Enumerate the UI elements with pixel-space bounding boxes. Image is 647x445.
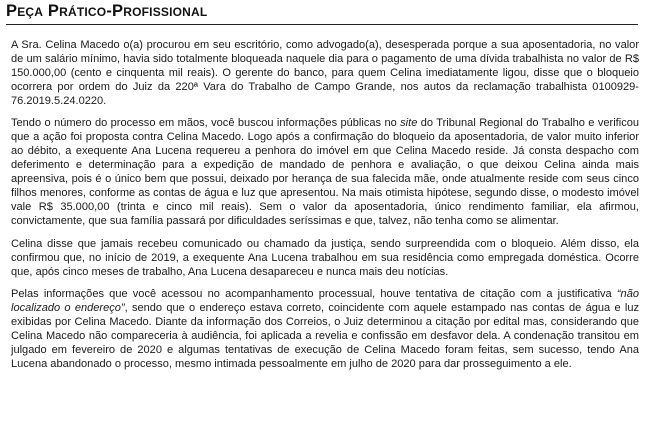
paragraph-2	[11, 116, 639, 228]
paragraph-4-part-b: , sendo que o endereço estava correto, coincidente com aquele estampado nas contas de água e luz exibidas por Celina Macedo. Diante da informação dos Correios, o Juiz determinou a citação por edital mas, considerando que Celina Macedo não compareceria à audiência, foi aplicada a revelia e confissão em desfavor dela. A condenação transitou em julgado em fevereiro de 2020 e algumas tentativas de execução de Celina Macedo foram feitas, sem sucesso, tendo Ana Lucena abandonado o processo, mesmo intimada pessoalmente em julho de 2020 para dar prosseguimento a ele.	[11, 301, 639, 370]
paragraph-2-part-b: do Tribunal Regional do Trabalho e verificou que a ação foi proposta contra Celina Macedo. Logo após a confirmação do bloqueio da aposentadoria, de valor muito inferior ao débito, a exequente Ana Lucena requereu a penhora do imóvel em que Celina Macedo reside. Já consta despacho com deferimento e determinação para a expedição de mandado de penhora e avaliação, o que deixou Celina ainda mais apreensiva, pois é o único bem que possui, deixado por herança de sua falecida mãe, onde atualmente reside com seus cinco filhos menores, conforme as contas de água e luz que apresentou. Na mais otimista hipótese, segundo disse, o modesto imóvel vale R$ 35.000,00 (trinta e cinco mil reais). Sem o valor da aposentadoria, único rendimento familiar, ela afirmou, convictamente, que sua família passará por dificuldades seríssimas e que, talvez, não tenha como se alimentar.	[11, 117, 640, 228]
page-title: Peça Prático-Profissional	[6, 2, 208, 20]
paragraph-4-part-a: Pelas informações que você acessou no acompanhamento processual, houve tentativa de citação com a justificativa	[11, 287, 617, 300]
paragraph-1: A Sra. Celina Macedo o(a) procurou em seu escritório, como advogado(a), desesperada porque a sua aposentadoria, no valor de um salário mínimo, havia sido totalmente bloqueada naquele dia para o pagamento de uma dívida trabalhista no valor de R$ 150.000,00 (cento e cinquenta mil reais). O gerente do banco, para quem Celina imediatamente ligou, disse que o bloqueio ocorrera por ordem do Juiz da 220ª Vara do Trabalho de Campo Grande, nos autos da reclamação trabalhista 0100929-76.2019.5.24.0220.	[11, 39, 639, 107]
paragraph-2-part-a: Tendo o número do processo em mãos, você buscou informações públicas no	[11, 117, 401, 130]
document-body	[11, 38, 639, 371]
title-underline	[6, 24, 638, 25]
site-italic: site	[400, 117, 418, 130]
citation-justification-quote: “não localizado o endereço”	[11, 287, 639, 314]
paragraph-4	[11, 287, 639, 371]
paragraph-3: Celina disse que jamais recebeu comunicado ou chamado da justiça, sendo surpreendida com o bloqueio. Além disso, ela confirmou que, no início de 2019, a exequente Ana Lucena trabalhou em sua residência como empregada doméstica. Ocorre que, após cinco meses de trabalho, Ana Lucena desapareceu e nunca mais deu notícias.	[11, 237, 639, 278]
